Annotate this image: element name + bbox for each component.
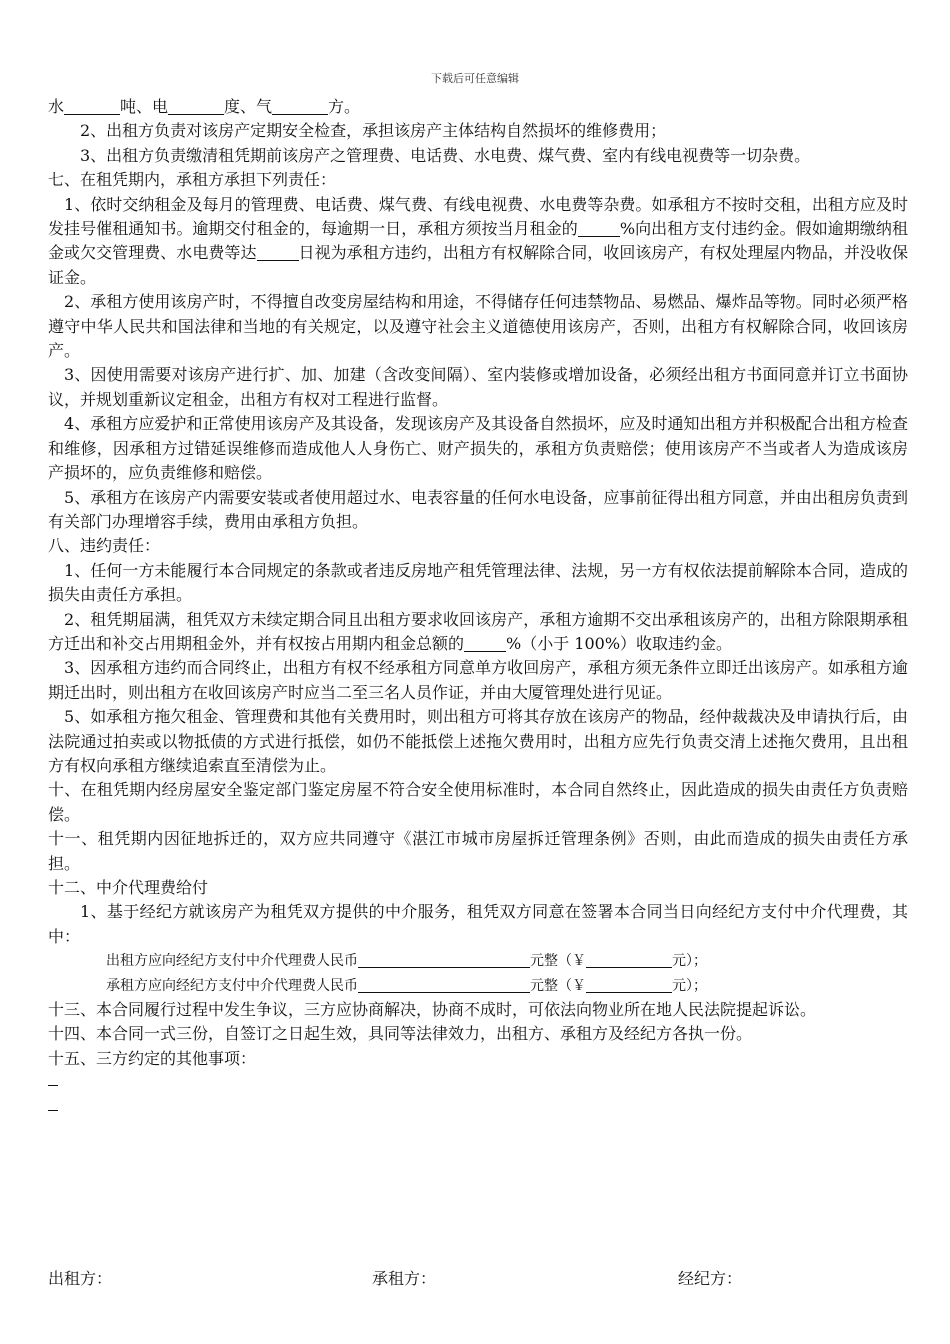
utility-readings-line: [48, 95, 908, 119]
electric-blank[interactable]: [168, 97, 224, 115]
clause-7-2: 2、承租方使用该房产时，不得擅自改变房屋结构和用途，不得储存任何违禁物品、易燃品、爆炸品等物。同时必须严格遵守中华人民共和国法律和当地的有关规定，以及遵守社会主义道德使用该房产，否则，出租方有权解除合同，收回该房产。: [48, 292, 908, 361]
other-terms-line-1[interactable]: [48, 1071, 908, 1095]
clause-6-2: 2、出租方负责对该房产定期安全检查，承担该房产主体结构自然损坏的维修费用；: [80, 121, 667, 141]
penalty-percent-blank[interactable]: [578, 219, 620, 237]
water-label: 水: [48, 97, 65, 116]
section-11: 十一、租凭期内因征地拆迁的，双方应共同遵守《湛江市城市房屋拆迁管理条例》否则，由此而造成的损失由责任方承担。: [48, 829, 908, 873]
lessee-signature-label: 承租方：: [372, 1269, 437, 1288]
lessee-fee-amount-blank[interactable]: [586, 975, 672, 993]
clause-8-3: 3、因承租方违约而合同终止，出租方有权不经承租方同意单方收回房产，承租方须无条件立即迁出该房产。如承租方逾期迁出时，则出租方在收回该房产时应当二至三名人员作证，并由大厦管理处进行见证。: [48, 658, 908, 702]
lessee-fee-words-blank[interactable]: [358, 975, 530, 993]
unit-label: 方。: [328, 97, 361, 116]
gas-label: 度、气: [224, 97, 273, 116]
electric-label: 吨、电: [120, 97, 169, 116]
other-terms-line-2[interactable]: [48, 1096, 908, 1120]
gas-blank[interactable]: [272, 97, 328, 115]
clause-8-2: 2、租凭期届满，租凭双方未续定期合同且出租方要求收回该房产，承租方逾期不交出承租该房产的，出租方除限期承租方迁出和补交占用期租金外，并有权按占用期内租金总额的 %（小于 100%）收取违约金。: [48, 609, 908, 653]
section-13: 十三、本合同履行过程中发生争议，三方应协商解决，协商不成时，可依法向物业所在地人民法院提起诉讼。: [48, 1000, 817, 1020]
fee-line-lessor: 出租方应向经纪方支付中介代理费人民币 元整（￥ 元）；: [48, 949, 908, 973]
agent-signature-label: 经纪方：: [678, 1269, 743, 1288]
lessor-fee-words-blank[interactable]: [358, 950, 530, 968]
clause-7-1: 1、依时交纳租金及每月的管理费、电话费、煤气费、有线电视费、水电费等杂费。如承租方不按时交租，出租方应及时发挂号催租通知书。逾期交付租金的，每逾期一日，承租方须按当月租金的 %向出租方支付违约金。假如逾期缴纳租金或欠交管理费、水电费等达 日视为承租方违约，出租方有权解除合同，收回该房产，有权处理屋内物品，并没收保证金。: [48, 194, 908, 287]
page-header: 下载后可任意编辑: [431, 72, 519, 85]
section-14: 十四、本合同一式三份，自签订之日起生效，具同等法律效力，出租方、承租方及经纪方各执一份。: [48, 1024, 753, 1044]
clause-7-5: 5、承租方在该房产内需要安装或者使用超过水、电表容量的任何水电设备，应事前征得出租方同意，并由出租房负责到有关部门办理增容手续，费用由承租方负担。: [48, 487, 908, 531]
section-8-title: 八、违约责任：: [48, 536, 161, 556]
occupancy-percent-blank[interactable]: [464, 634, 506, 652]
lessor-fee-amount-blank[interactable]: [586, 950, 672, 968]
overdue-days-blank[interactable]: [257, 243, 299, 261]
lessor-signature-label: 出租方：: [48, 1269, 113, 1288]
clause-8-1: 1、任何一方未能履行本合同规定的条款或者违反房地产租凭管理法律、法规，另一方有权依法提前解除本合同，造成的损失由责任方承担。: [48, 560, 908, 605]
section-7-title: 七、在租凭期内，承租方承担下列责任：: [48, 170, 337, 190]
section-10: 十、在租凭期内经房屋安全鉴定部门鉴定房屋不符合安全使用标准时，本合同自然终止，因此造成的损失由责任方负责赔偿。: [48, 780, 908, 824]
clause-6-3: 3、出租方负责缴清租凭期前该房产之管理费、电话费、水电费、煤气费、室内有线电视费等一切杂费。: [80, 145, 811, 165]
clause-8-5: 5、如承租方拖欠租金、管理费和其他有关费用时，则出租方可将其存放在该房产的物品，经仲裁裁决及申请执行后，由法院通过拍卖或以物抵债的方式进行抵偿，如仍不能抵偿上述拖欠费用时，出租方应先行负责交清上述拖欠费用，且出租方有权向承租方继续追索直至清偿为止。: [48, 707, 908, 775]
clause-7-4: 4、承租方应爱护和正常使用该房产及其设备，发现该房产及其设备自然损坏，应及时通知出租方并积极配合出租方检查和维修，因承租方过错延误维修而造成他人人身伤亡、财产损失的，承租方负责赔偿；使用该房产不当或者人为造成该房产损坏的，应负责维修和赔偿。: [48, 414, 908, 483]
clause-7-3: 3、因使用需要对该房产进行扩、加、加建（含改变间隔）、室内装修或增加设备，必须经出租方书面同意并订立书面协议，并规划重新议定租金，出租方有权对工程进行监督。: [48, 365, 908, 409]
contract-body: [48, 95, 908, 1120]
fee-line-lessee: 承租方应向经纪方支付中介代理费人民币 元整（￥ 元）；: [48, 974, 908, 998]
clause-12-1: 1、基于经纪方就该房产为租凭双方提供的中介服务，租凭双方同意在签署本合同当日向经纪方支付中介代理费，其中：: [48, 902, 908, 946]
section-12-title: 十二、中介代理费给付: [48, 878, 209, 897]
water-blank[interactable]: [64, 97, 120, 115]
section-15: 十五、三方约定的其他事项：: [48, 1048, 257, 1068]
